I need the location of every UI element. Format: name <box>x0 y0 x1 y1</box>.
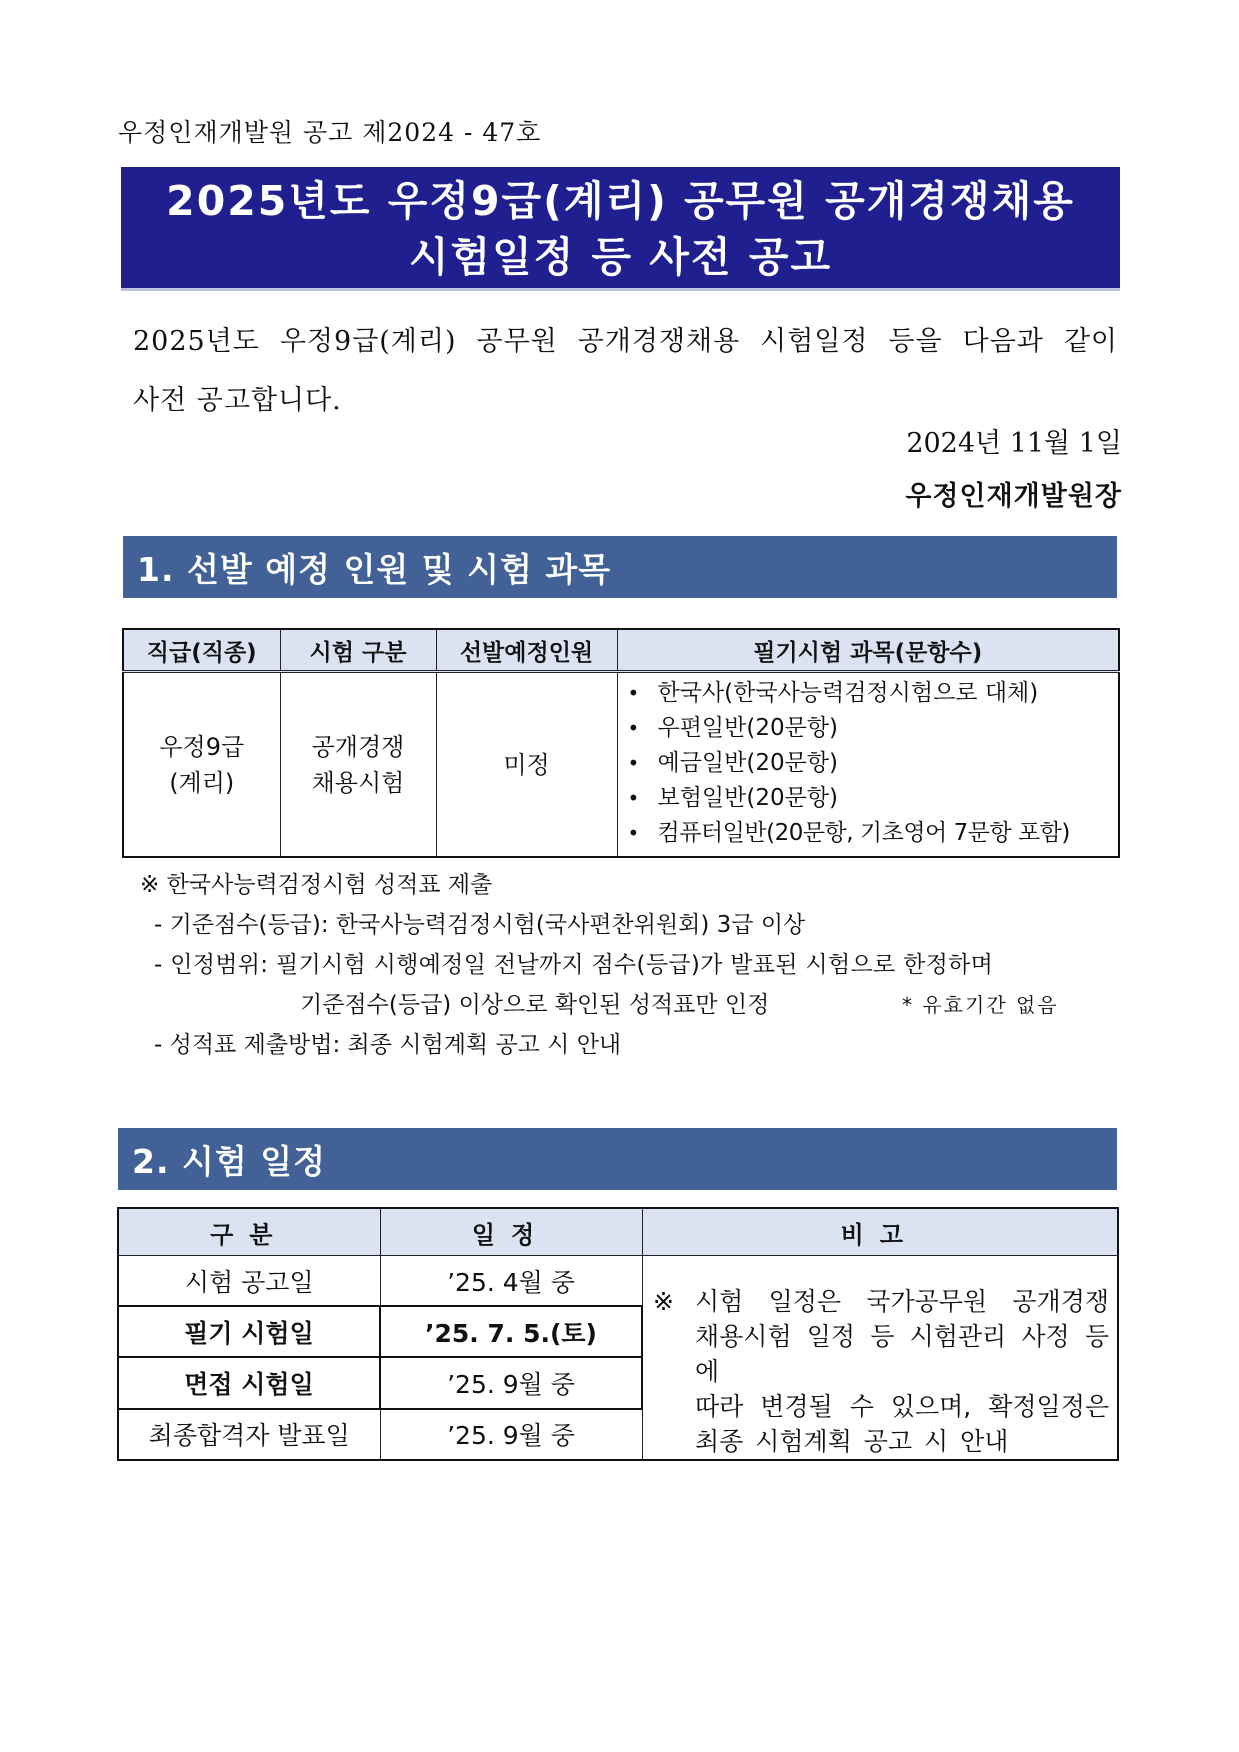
schedule-date: ’25. 9월 중 <box>380 1357 642 1408</box>
header-quota: 선발예정인원 <box>436 629 617 672</box>
header-remarks: 비고 <box>642 1208 1118 1256</box>
remark-line-3: 따라 변경될 수 있으며, 확정일정은 <box>695 1392 1109 1421</box>
announcement-date: 2024년 11월 1일 <box>906 428 1122 459</box>
notice-number: 우정인재개발원 공고 제2024 - 47호 <box>118 118 542 147</box>
bullet-icon: • <box>627 681 640 705</box>
note-standard: - 기준점수(등급): 한국사능력검정시험(국사편찬위원회) 3급 이상 <box>154 912 806 938</box>
grade-cell <box>123 672 280 858</box>
grade-line-1: 우정9급 <box>159 732 245 761</box>
exam-type-line-2: 채용시험 <box>311 768 405 797</box>
header-grade: 직급(직종) <box>123 629 280 672</box>
issuer: 우정인재개발원장 <box>905 481 1122 512</box>
remark-line-2: 채용시험 일정 등 시험관리 사정 등에 <box>695 1322 1109 1386</box>
remark-line-4: 최종 시험계획 공고 시 안내 <box>695 1427 1009 1456</box>
subject-list <box>618 676 1119 851</box>
intro-line-2: 사전 공고합니다. <box>133 385 342 416</box>
recruitment-table <box>122 628 1120 858</box>
note-submission: - 성적표 제출방법: 최종 시험계획 공고 시 안내 <box>154 1032 622 1058</box>
table-header-row <box>123 629 1119 672</box>
list-item <box>628 781 1119 816</box>
header-category: 구분 <box>118 1208 380 1256</box>
quota-cell: 미정 <box>436 672 617 858</box>
bullet-icon: • <box>627 786 640 810</box>
notes-heading: ※ 한국사능력검정시험 성적표 제출 <box>140 872 493 898</box>
title-line-1: 2025년도 우정9급(계리) 공무원 공개경쟁채용 <box>166 177 1075 225</box>
list-item <box>628 746 1119 781</box>
grade-line-2: (계리) <box>169 768 235 797</box>
bullet-icon: • <box>627 751 640 775</box>
exam-type-line-1: 공개경쟁 <box>311 732 405 761</box>
header-exam-type: 시험 구분 <box>280 629 436 672</box>
subject-label: 한국사(한국사능력검정시험으로 대체) <box>657 680 1039 706</box>
schedule-item: 면접 시험일 <box>118 1357 380 1408</box>
list-item <box>628 711 1119 746</box>
note-range-line-2: 기준점수(등급) 이상으로 확인된 성적표만 인정 <box>300 992 770 1018</box>
exam-type-cell <box>280 672 436 858</box>
header-schedule: 일정 <box>380 1208 642 1256</box>
title-banner <box>121 167 1120 291</box>
schedule-date: ’25. 9월 중 <box>380 1409 642 1460</box>
bullet-icon: • <box>627 821 640 845</box>
subject-label: 우편일반(20문항) <box>657 715 839 741</box>
table-row <box>118 1256 1118 1307</box>
title-line-2: 시험일정 등 사전 공고 <box>408 233 833 281</box>
table-header-row <box>118 1208 1118 1256</box>
table-row <box>123 672 1119 858</box>
subject-label: 예금일반(20문항) <box>657 750 839 776</box>
schedule-table <box>117 1207 1119 1461</box>
header-subjects: 필기시험 과목(문항수) <box>617 629 1119 672</box>
bullet-icon: • <box>627 716 640 740</box>
note-validity: * 유효기간 없음 <box>902 993 1059 1017</box>
remark-line-1: 시험 일정은 국가공무원 공개경쟁 <box>695 1287 1109 1316</box>
subject-label: 보험일반(20문항) <box>657 785 839 811</box>
schedule-date: ’25. 4월 중 <box>380 1256 642 1307</box>
list-item <box>628 676 1119 711</box>
reference-mark-icon: ※ <box>653 1287 674 1316</box>
subjects-cell <box>617 672 1119 858</box>
schedule-item: 시험 공고일 <box>118 1256 380 1307</box>
schedule-item: 필기 시험일 <box>118 1306 380 1357</box>
note-range-line-1: - 인정범위: 필기시험 시행예정일 전날까지 점수(등급)가 발표된 시험으로 한정하며 <box>154 952 994 978</box>
subject-label: 컴퓨터일반(20문항, 기초영어 7문항 포함) <box>657 820 1070 846</box>
section-1-heading: 1. 선발 예정 인원 및 시험 과목 <box>123 536 1117 598</box>
schedule-item: 최종합격자 발표일 <box>118 1409 380 1460</box>
intro-paragraph <box>133 312 1118 430</box>
schedule-date: ’25. 7. 5.(토) <box>380 1306 642 1357</box>
section-2-heading: 2. 시험 일정 <box>118 1128 1117 1190</box>
intro-line-1: 2025년도 우정9급(계리) 공무원 공개경쟁채용 시험일정 등을 다음과 같이 <box>133 326 1118 357</box>
list-item <box>628 816 1119 851</box>
remarks-cell <box>642 1256 1118 1461</box>
